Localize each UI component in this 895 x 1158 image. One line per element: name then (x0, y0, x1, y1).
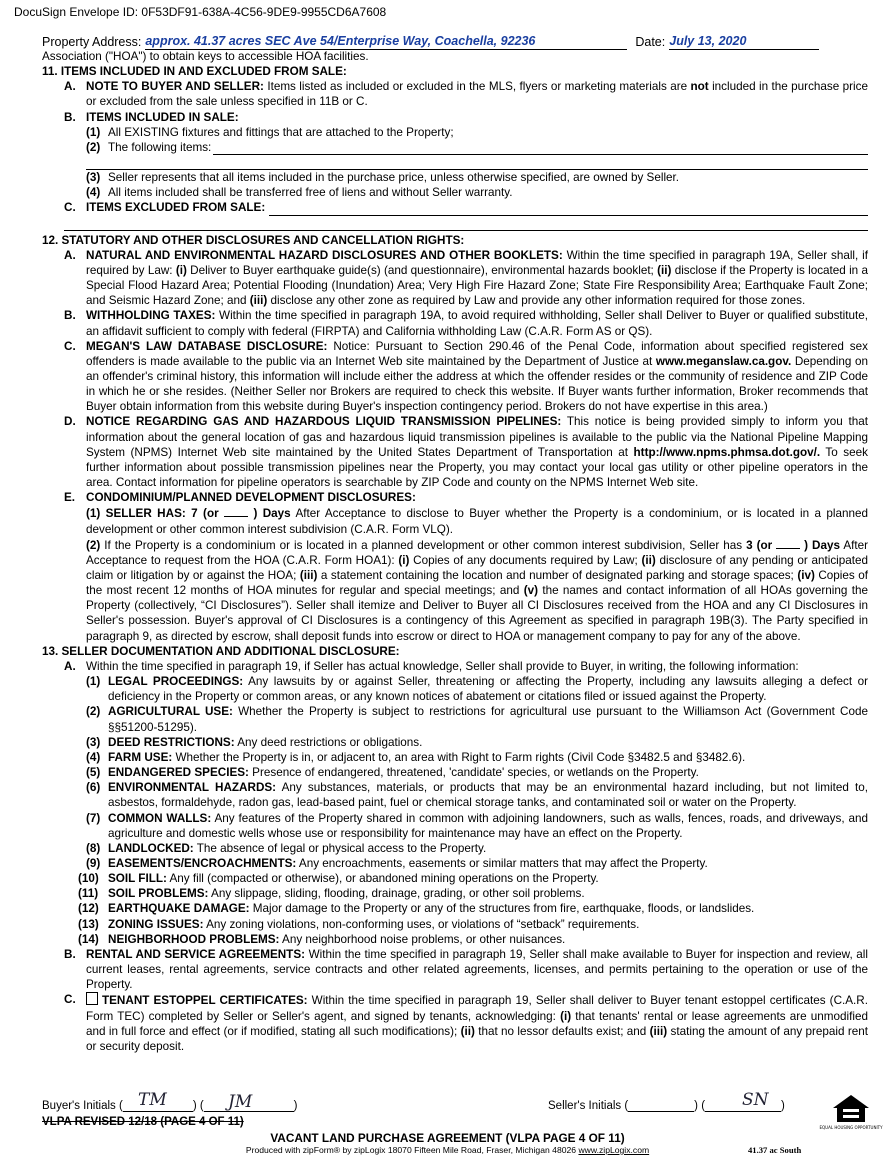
section-11b-1-text: All EXISTING fixtures and fittings that are attached to the Property; (108, 125, 454, 139)
section-12e-2-iv: (iv) (797, 569, 815, 582)
equal-housing-icon (819, 1092, 883, 1132)
section-11a-heading: NOTE TO BUYER AND SELLER: (86, 80, 264, 94)
section-13a-item-num: (11) (78, 887, 99, 901)
section-12e-key: E. (64, 491, 76, 505)
section-11a-text2: included in the purchase price or excluded from the sale unless specified in 11B or C. (86, 80, 868, 109)
section-13a-item-num: (8) (86, 841, 101, 855)
property-address-label: Property Address: (42, 35, 142, 49)
section-11c-heading: ITEMS EXCLUDED FROM SALE: (86, 201, 266, 215)
section-13a-item-heading: COMMON WALLS: (108, 811, 212, 825)
section-13a-item-heading: ZONING ISSUES: (108, 917, 204, 931)
section-12a (42, 248, 868, 309)
section-12d-text2: To seek further information about possible transmission pipelines near the Property, you may contact your local gas utility or other pipeline operators in the area. Contact information for pipeline operators is searchable by ZIP Code and county on the NPMS Internet Web site. (86, 445, 868, 490)
section-12c-heading: MEGAN'S LAW DATABASE DISCLOSURE: (86, 339, 328, 353)
section-13a-item-text: Presence of endangered, threatened, 'candidate' species, or wetlands on the Property. (248, 766, 699, 780)
section-13a-item-heading: SOIL FILL: (108, 872, 167, 886)
section-11c-key: C. (64, 201, 76, 215)
section-12e-1-days: ) Days (253, 507, 291, 521)
section-12b-heading: WITHHOLDING TAXES: (86, 309, 216, 323)
section-11b-2-num: (2) (86, 140, 101, 154)
seller-initial-2-field[interactable] (705, 1111, 781, 1112)
section-12e-2-num: (2) (86, 538, 101, 552)
included-items-field-line2[interactable] (86, 155, 868, 170)
section-12a-text4: disclose any other zone as required by Law and provide any other information required for those zones. (267, 294, 806, 308)
revision-label (42, 1116, 244, 1128)
section-13a-item-num: (2) (86, 705, 101, 719)
section-13a-item-num: (14) (78, 932, 99, 946)
section-12a-heading: NATURAL AND ENVIRONMENTAL HAZARD DISCLOSURES AND OTHER BOOKLETS: (86, 248, 563, 262)
buyer-initial-1-signature: TM (138, 1090, 167, 1110)
section-11c (42, 200, 868, 215)
section-13a-item-num: (10) (78, 872, 99, 886)
section-11a-text1: Items listed as included or excluded in the MLS, flyers or marketing materials are (263, 80, 691, 94)
section-13c (42, 992, 868, 1054)
section-11b-3-num: (3) (86, 171, 101, 185)
section-13a-key: A. (64, 659, 76, 673)
section-13c-iii: (iii) (649, 1024, 668, 1038)
section-13a-item-num: (3) (86, 735, 101, 749)
section-12e-2-days-lead: 3 (or (746, 538, 773, 552)
sellers-initials-end: ) (781, 1100, 785, 1112)
section-12e-1 (42, 505, 868, 536)
section-13c-heading: TENANT ESTOPPEL CERTIFICATES: (102, 994, 308, 1008)
document-page (42, 34, 868, 1054)
section-11a (42, 79, 868, 109)
section-13a-item-num: (1) (86, 675, 101, 689)
section-12c-text2: Depending on an offender's criminal history, this information will include either the address at which the offender resides or the community of residence and ZIP Code in which he or she resides. (Neither Seller nor Brokers are required to check this website. If Buyer wants further information, Broker recommends that Buyer obtain information from this website during Buyer's inspection contingency period. Brokers do not have expertise in this area.) (86, 354, 868, 414)
section-13a-item-text: Any deed restrictions or obligations. (234, 735, 423, 749)
section-12e-2-text1: If the Property is a condominium or is located in a planned development or other common interest subdivision, Seller has (100, 538, 747, 552)
section-13a-item (42, 917, 868, 932)
section-11b-3-text: Seller represents that all items included in the purchase price, unless otherwise specified, are owned by Seller. (108, 171, 680, 185)
section-13a-item-text: Any features of the Property shared in common with adjoining landowners, such as walls, fences, roads, and driveways, and agriculture and domestic wells whose use or responsibility for maintenance may have an effect on the Property. (108, 811, 868, 840)
section-13a-item-heading: LEGAL PROCEEDINGS: (108, 675, 244, 689)
section-13a-item-heading: AGRICULTURAL USE: (108, 705, 233, 719)
section-13a-item-heading: ENDANGERED SPECIES: (108, 766, 249, 780)
section-13a-item-text: The absence of legal or physical access to the Property. (193, 841, 487, 855)
section-12e-2-v: (v) (523, 584, 538, 598)
tenant-estoppel-checkbox[interactable] (86, 992, 98, 1005)
buyers-initials-end: ) (293, 1100, 298, 1112)
section-13a-item-num: (12) (78, 902, 99, 916)
section-13a-item (42, 886, 868, 901)
section-12e-1-lead: (1) SELLER HAS: 7 (or (86, 507, 219, 521)
section-13a-item (42, 704, 868, 734)
section-13a-item (42, 901, 868, 916)
section-12e-2-days: ) Days (804, 538, 840, 552)
section-13b-key: B. (64, 947, 76, 961)
buyers-initials-label: Buyer's Initials ( (42, 1100, 123, 1112)
section-12a-i: (i) (175, 263, 187, 277)
section-13b-heading: RENTAL AND SERVICE AGREEMENTS: (86, 947, 306, 961)
section-11a-not: not (690, 80, 709, 94)
section-11b-1 (42, 125, 868, 140)
section-12a-ii: (ii) (657, 263, 672, 277)
section-13a-item (42, 735, 868, 750)
hoa-request-days-field[interactable] (776, 537, 800, 549)
section-12d (42, 414, 868, 490)
excluded-items-field[interactable] (269, 200, 868, 215)
section-13a (42, 659, 868, 674)
section-12d-key: D. (64, 415, 76, 429)
seller-days-field[interactable] (224, 505, 248, 517)
section-13a-item-text: Whether the Property is in, or adjacent to, an area with Right to Farm rights (Civil Code §3482.5 and §3482.6). (172, 750, 746, 764)
form-title: VACANT LAND PURCHASE AGREEMENT (VLPA PAGE 4 OF 11) (270, 1131, 625, 1145)
section-12c-text1: Notice: Pursuant to Section 290.46 of the Penal Code, information about specified registered sex offenders is made available to the public via an Internet Web site maintained by the Department of Justice at (86, 339, 868, 368)
section-12e-2-text3: Copies of any documents required by Law; (409, 553, 642, 567)
section-13a-item-heading: EARTHQUAKE DAMAGE: (108, 902, 250, 916)
section-12a-iii: (iii) (249, 294, 268, 308)
section-11b-2 (42, 140, 868, 155)
section-12a-text2: Deliver to Buyer earthquake guide(s) (and questionnaire), environmental hazards booklet; (186, 263, 658, 277)
property-address-row (42, 34, 868, 50)
section-13a-item-text: Any encroachments, easements or similar matters that may affect the Property. (296, 856, 708, 870)
meganslaw-link[interactable]: www.meganslaw.ca.gov. (655, 354, 792, 368)
equal-housing-caption: EQUAL HOUSING OPPORTUNITY (819, 1125, 883, 1130)
section-13a-item (42, 811, 868, 841)
section-13c-i: (i) (560, 1009, 572, 1023)
buyers-initials (42, 1100, 298, 1112)
section-13a-item-num: (13) (78, 917, 99, 931)
section-11b (42, 110, 868, 125)
section-11b-heading: ITEMS INCLUDED IN SALE: (86, 110, 239, 124)
section-13a-item-heading: FARM USE: (108, 750, 173, 764)
revision-label-text: VLPA REVISED 12/18 (PAGE 4 OF 11) (42, 1116, 244, 1128)
section-13a-item (42, 871, 868, 886)
section-12e-2-text5: a statement containing the location and number of designated parking and storage spaces; (317, 569, 798, 582)
section-12c (42, 339, 868, 415)
sellers-initials-label: Seller's Initials ( (548, 1100, 629, 1112)
section-11b-4-num: (4) (86, 186, 101, 200)
section-13a-item-heading: EASEMENTS/ENCROACHMENTS: (108, 856, 297, 870)
section-13b-text: Within the time specified in paragraph 19, Seller shall make available to Buyer for inspection and review, all current leases, rental agreements, service contracts and other related agreements, licenses, and permits pertaining to the operation or use of the Property. (86, 947, 869, 992)
section-13a-item (42, 856, 868, 871)
section-13a-item-text: Major damage to the Property or any of the structures from fire, earthquake, floods, or landslides. (249, 902, 755, 916)
section-13a-text: Within the time specified in paragraph 19, if Seller has actual knowledge, Seller shall provide to Buyer, in writing, the following information: (86, 659, 799, 673)
excluded-items-field-line2[interactable] (64, 216, 868, 231)
section-13-title: 13. SELLER DOCUMENTATION AND ADDITIONAL DISCLOSURE: (42, 644, 400, 658)
section-13a-item (42, 780, 868, 810)
section-12d-text1: This notice is being provided simply to inform you that information about the general location of gas and hazardous liquid transmission pipelines is available to the public via the National Pipeline Mapping System (NPMS) Internet Web site maintained by the United States Department of Transportation at (86, 415, 868, 459)
section-13a-item-text: Any substances, materials, or products that may be an environmental hazard including, but not limited to, asbestos, formaldehyde, radon gas, lead-based paint, fuel or chemical storage tanks, and contaminated soil or water on the Property. (108, 781, 869, 810)
section-12e-2-ii: (ii) (641, 553, 656, 567)
section-12a-key: A. (64, 248, 76, 262)
section-11-title: 11. ITEMS INCLUDED IN AND EXCLUDED FROM SALE: (42, 65, 347, 79)
section-11b-4-text: All items included shall be transferred free of liens and without Seller warranty. (108, 186, 513, 200)
section-13a-item-heading: ENVIRONMENTAL HAZARDS: (108, 781, 277, 795)
section-12e-2 (42, 537, 868, 644)
section-12e-2-text2: After Acceptance to request from the HOA (C.A.R. Form HOA1): (86, 538, 869, 567)
section-12d-heading: NOTICE REGARDING GAS AND HAZARDOUS LIQUID TRANSMISSION PIPELINES: (86, 415, 562, 429)
section-11b-key: B. (64, 110, 76, 124)
section-11b-4 (42, 185, 868, 200)
section-11a-key: A. (64, 80, 76, 94)
section-12a-text3: disclose if the Property is located in a Special Flood Hazard Area; Potential Flooding (Inundation) Area; Very High Fire Hazard Zone; State Fire Responsibility Area; Earthquake Fault Zone; and Seismic Hazard Zone; and (86, 263, 868, 308)
section-13a-item-num: (5) (86, 766, 101, 780)
property-address-field[interactable]: approx. 41.37 acres SEC Ave 54/Enterprise Way, Coachella, 92236 (145, 34, 627, 50)
section-13a-item-text: Any zoning violations, non-conforming uses, or violations of “setback” requirements. (203, 917, 640, 931)
npms-link[interactable]: http://www.npms.phmsa.dot.gov/. (633, 445, 821, 459)
section-11b-3 (42, 170, 868, 185)
section-13a-item-num: (7) (86, 811, 101, 825)
section-13b (42, 947, 868, 992)
section-13a-item-num: (6) (86, 781, 101, 795)
section-13a-item (42, 932, 868, 947)
hoa-line: Association ("HOA") to obtain keys to accessible HOA facilities. (42, 50, 369, 63)
section-12b-text: Within the time specified in paragraph 19A, to avoid required withholding, Seller shall Deliver to Buyer or qualified substitute, an affidavit sufficient to comply with federal (FIRPTA) and California withholding Law (C.A.R. Form AS or QS). (86, 309, 869, 338)
section-12-title: 12. STATUTORY AND OTHER DISCLOSURES AND CANCELLATION RIGHTS: (42, 233, 465, 247)
section-12b-key: B. (64, 309, 76, 323)
section-13a-item-text: Whether the Property is subject to restrictions for agricultural use pursuant to the Williamson Act (Government Code §§51200-51295). (108, 705, 868, 734)
section-13c-ii: (ii) (460, 1024, 475, 1038)
ziplogix-link[interactable]: www.zipLogix.com (578, 1145, 650, 1155)
section-13a-item-heading: NEIGHBORHOOD PROBLEMS: (108, 932, 280, 946)
section-12e-heading: CONDOMINIUM/PLANNED DEVELOPMENT DISCLOSURES: (86, 491, 416, 505)
date-label: Date: (635, 35, 666, 49)
section-13a-item-heading: LANDLOCKED: (108, 841, 194, 855)
section-13a-item-text: Any slippage, sliding, flooding, drainage, grading, or other soil problems. (208, 887, 585, 901)
seller-initial-1-field[interactable] (628, 1111, 694, 1112)
section-12a-text1: Within the time specified in paragraph 19A, Seller shall, if required by Law: (86, 248, 868, 277)
section-13a-list (42, 674, 868, 947)
section-13a-item-text: Any fill (compacted or otherwise), or abandoned mining operations on the Property. (166, 872, 599, 886)
buyer-initial-1-field[interactable] (123, 1111, 193, 1112)
section-12e (42, 490, 868, 505)
section-13c-text4: stating the amount of any prepaid rent or security deposit. (86, 1024, 868, 1053)
section-11b-2-text: The following items: (108, 140, 212, 154)
section-13c-text2: that tenants' rental or lease agreements are unmodified and in full force and effect (or if modified, stating all such modifications); (86, 1009, 868, 1038)
section-13c-key: C. (64, 993, 76, 1007)
section-13a-item (42, 765, 868, 780)
buyer-initial-2-signature: JM (228, 1092, 253, 1112)
section-12e-2-text7: the names and contact information of all HOAs governing the Property (collectively, “CI Disclosures”). Seller shall itemize and Deliver to Buyer all CI Disclosures received from the HOA and any CI Disclosures in Seller's possession. Buyer's approval of CI Disclosures is a contingency of this Agreement as specified in paragraph 19B(3). The Party specified in paragraph 9, as directed by escrow, shall deposit funds into escrow or direct to HOA or management company to pay for any of the above. (86, 584, 868, 643)
section-13a-item (42, 750, 868, 765)
seller-initial-2-signature: SN (742, 1090, 769, 1110)
section-13a-item-heading: DEED RESTRICTIONS: (108, 735, 235, 749)
section-12e-1-text: After Acceptance to disclose to Buyer whether the Property is a condominium, or is located in a planned development or other common interest subdivision (C.A.R. Form VLQ). (86, 507, 868, 536)
section-12c-key: C. (64, 339, 76, 353)
section-13a-item-num: (4) (86, 750, 101, 764)
section-13a-item-num: (9) (86, 856, 101, 870)
document-name: 41.37 ac South (748, 1145, 802, 1155)
section-13c-text3: that no lessor defaults exist; and (474, 1024, 650, 1038)
section-12e-2-text4: disclosure of any pending or anticipated claim or litigation by or against the HOA; (86, 553, 869, 582)
section-13a-item (42, 674, 868, 704)
sellers-initials-sep: ) ( (694, 1100, 706, 1112)
section-12e-2-i: (i) (398, 553, 410, 567)
included-items-field[interactable] (213, 140, 868, 155)
docusign-envelope-id: DocuSign Envelope ID: 0F53DF91-638A-4C56-9DE9-9955CD6A7608 (14, 5, 387, 19)
section-11b-1-num: (1) (86, 125, 101, 139)
section-13a-item-text: Any lawsuits by or against Seller, threatening or affecting the Property, including any lawsuits alleging a defect or deficiency in the Property or common areas, or any known notices of abatement or citations filed or issued against the Property. (108, 675, 869, 704)
section-13a-item-text: Any neighborhood noise problems, or other nuisances. (279, 932, 566, 946)
section-12b (42, 308, 868, 338)
section-12e-2-text6: Copies of the most recent 12 months of HOA minutes for regular and special meetings; and (86, 569, 868, 598)
date-field[interactable]: July 13, 2020 (669, 34, 819, 50)
buyers-initials-sep: ) ( (192, 1100, 204, 1112)
section-13a-item-heading: SOIL PROBLEMS: (108, 887, 209, 901)
section-13c-text1: Within the time specified in paragraph 19, Seller shall deliver to Buyer tenant estoppel certificates (C.A.R. Form TEC) completed by Seller or Seller's agent, and signed by tenants, acknowledging: (86, 994, 868, 1023)
produced-by-text: Produced with zipForm® by zipLogix 18070 Fifteen Mile Road, Fraser, Michigan 48026 (245, 1145, 579, 1155)
section-12e-2-iii: (iii) (299, 569, 318, 582)
section-13a-item (42, 841, 868, 856)
